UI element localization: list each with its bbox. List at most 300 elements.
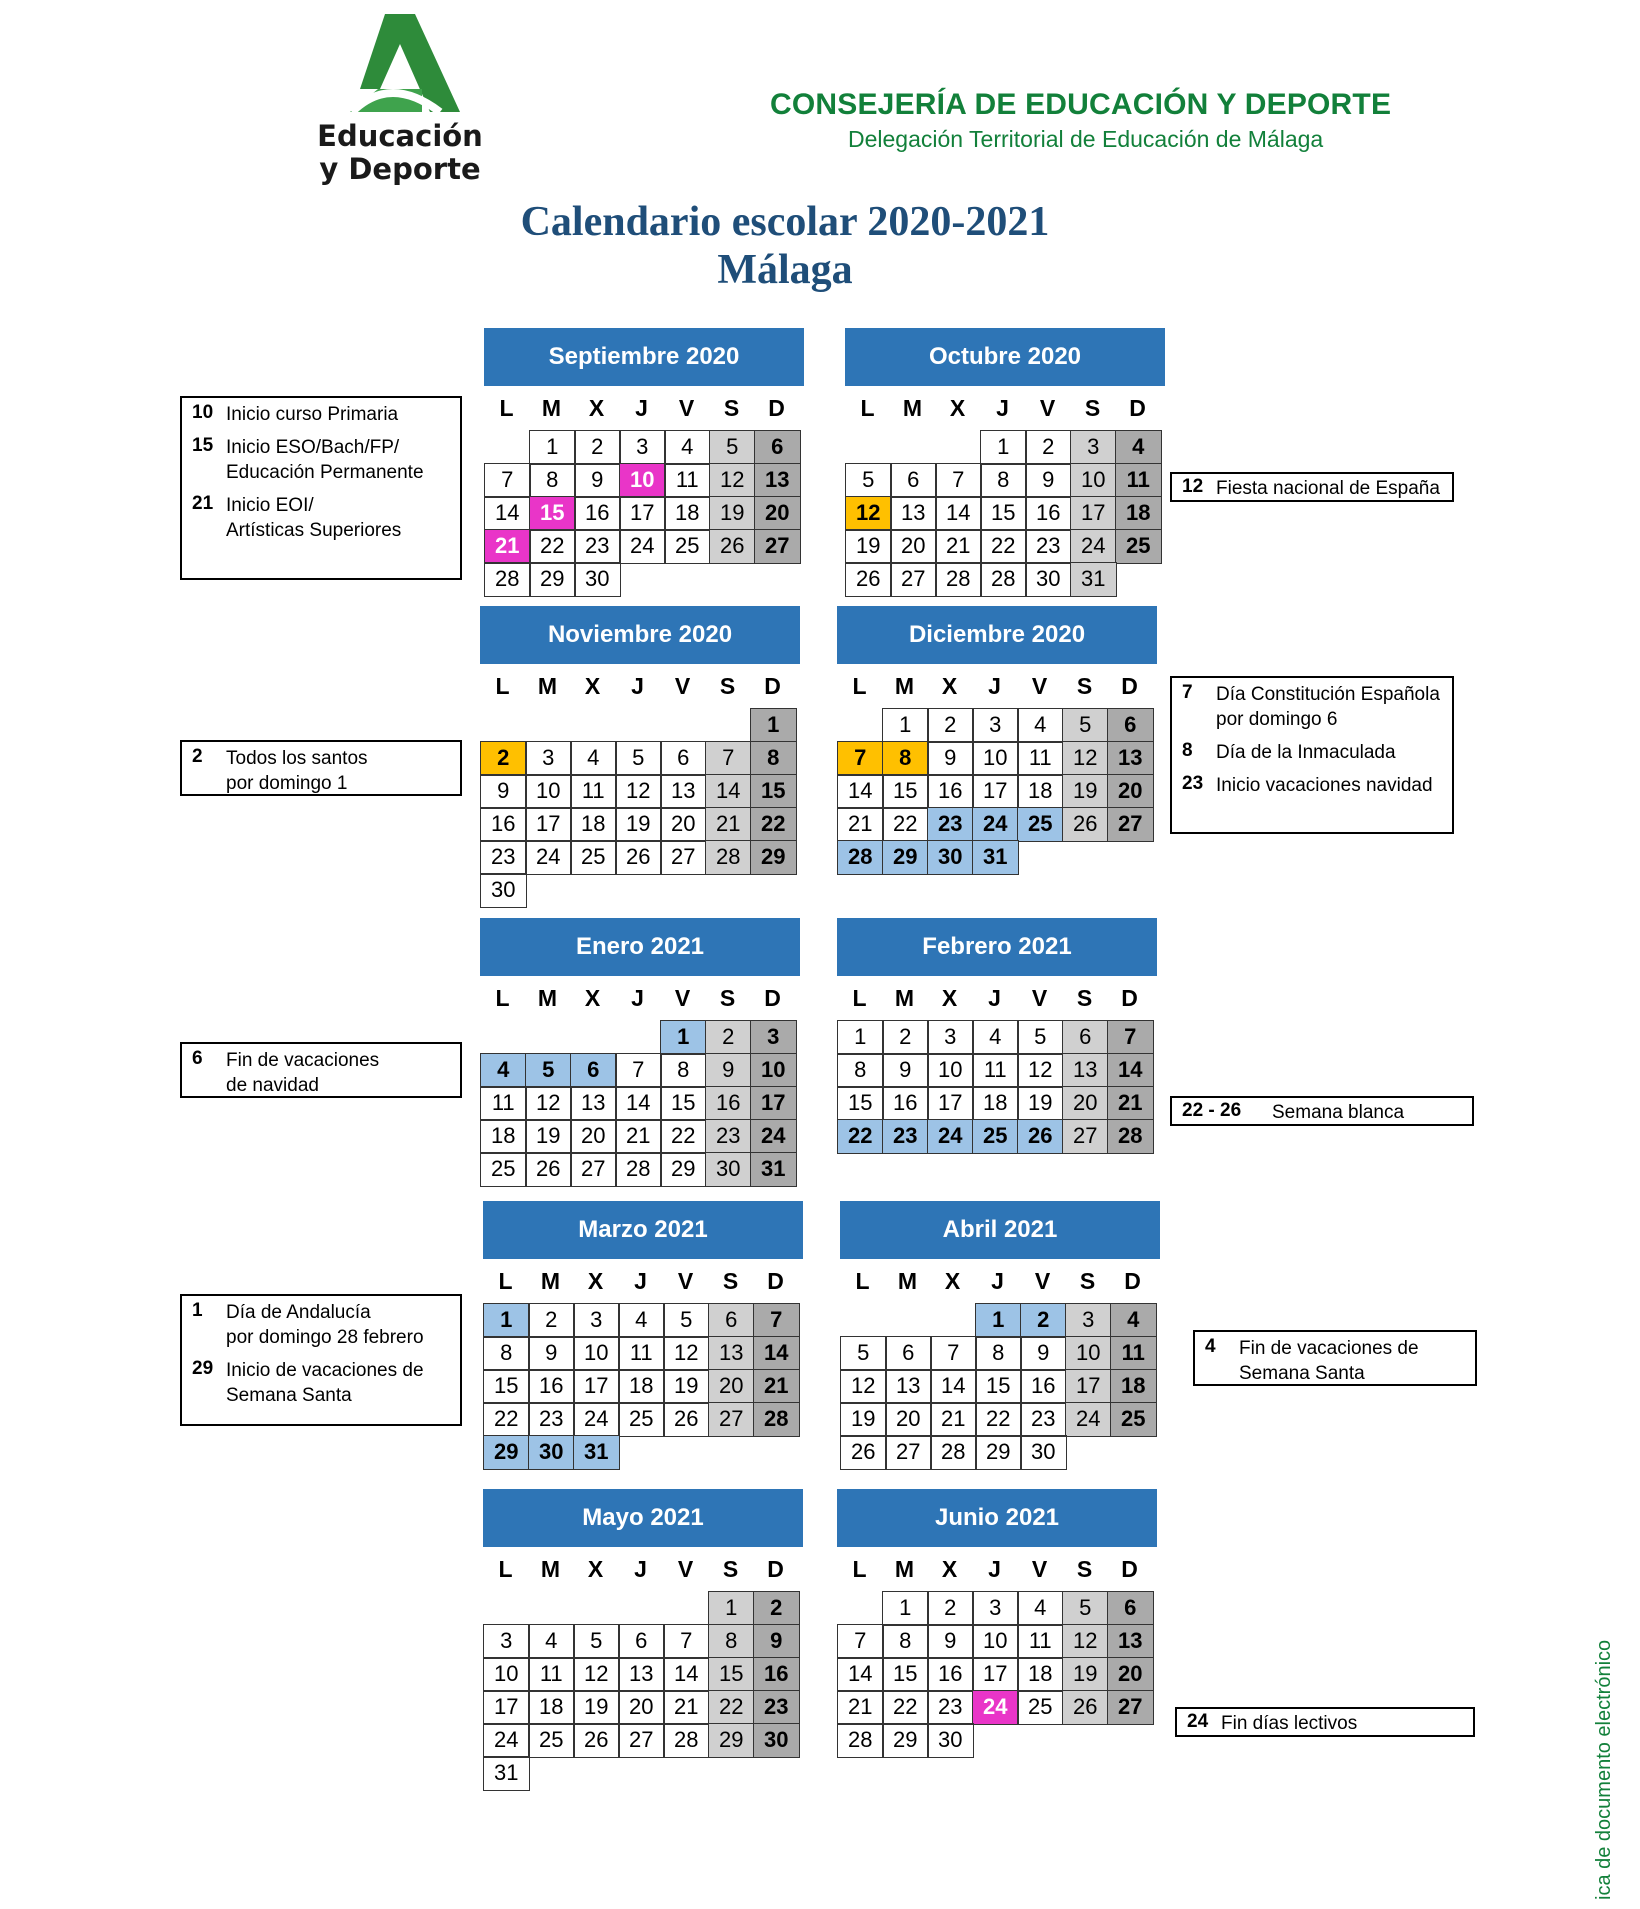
weekday-label: S (719, 984, 736, 1011)
note-day-number: 21 (192, 493, 214, 514)
note-description: Inicio ESO/Bach/FP/ Educación Permanente (226, 437, 424, 483)
day-cell: 12 (663, 1336, 710, 1371)
day-cell: 7 (615, 1053, 662, 1088)
day-cell: 25 (664, 529, 711, 564)
weekday-label: D (764, 672, 781, 699)
day-cell: 18 (664, 496, 711, 531)
weekday-label: J (635, 394, 648, 421)
day-cell: 20 (708, 1369, 755, 1404)
day-cell: 18 (972, 1086, 1019, 1121)
day-cell: 10 (750, 1053, 797, 1088)
day-cell: 23 (705, 1119, 752, 1154)
weekday-label: X (587, 1555, 604, 1582)
day-cell: 9 (1020, 1336, 1067, 1371)
day-cell: 14 (615, 1086, 662, 1121)
weekday-label: M (537, 672, 558, 699)
weekday-label: L (855, 1267, 870, 1294)
empty-day-cell (885, 1303, 932, 1338)
note-day-number: 6 (192, 1048, 203, 1069)
day-cell: 4 (1017, 1591, 1064, 1626)
day-cell: 16 (574, 496, 621, 531)
empty-day-cell (663, 1591, 710, 1626)
day-cell: 6 (1062, 1020, 1109, 1055)
note-noviembre (180, 740, 462, 796)
day-cell: 10 (525, 774, 572, 809)
consejeria-title: CONSEJERÍA DE EDUCACIÓN Y DEPORTE (770, 88, 1392, 121)
day-cell: 22 (837, 1119, 884, 1154)
day-cell: 7 (930, 1336, 977, 1371)
weekday-label: V (677, 1267, 694, 1294)
empty-day-cell (525, 1020, 572, 1055)
weekday-label: L (860, 394, 875, 421)
day-cell: 12 (573, 1657, 620, 1692)
empty-day-cell (615, 708, 662, 743)
day-cell: 10 (619, 463, 666, 498)
day-cell: 19 (525, 1119, 572, 1154)
note-day-number: 7 (1182, 682, 1193, 703)
day-cell: 15 (708, 1657, 755, 1692)
day-cell: 13 (1107, 1624, 1154, 1659)
day-cell: 27 (754, 529, 801, 564)
empty-day-cell (705, 708, 752, 743)
day-cell: 27 (885, 1435, 932, 1470)
day-cell: 25 (1017, 1690, 1064, 1725)
month-abril-2021 (840, 1201, 1160, 1468)
day-cell: 7 (705, 741, 752, 776)
day-cell: 23 (528, 1402, 575, 1437)
day-cell: 24 (1070, 529, 1117, 564)
month-diciembre-2020 (837, 606, 1157, 873)
day-cell: 1 (975, 1303, 1022, 1338)
day-cell: 17 (1070, 496, 1117, 531)
month-enero-2021 (480, 918, 800, 1185)
day-cell: 15 (483, 1369, 530, 1404)
day-grid (837, 1020, 1157, 1152)
weekday-label: M (894, 1555, 915, 1582)
note-item (192, 746, 450, 796)
day-cell: 13 (1107, 741, 1154, 776)
weekday-label: V (674, 672, 691, 699)
empty-day-cell (660, 708, 707, 743)
day-cell: 15 (882, 1657, 929, 1692)
day-cell: 2 (753, 1591, 800, 1626)
day-cell: 29 (529, 562, 576, 597)
month-header: Marzo 2021 (483, 1201, 803, 1259)
day-cell: 18 (1017, 774, 1064, 809)
side-text-label: ica de documento electrónico (1593, 1639, 1615, 1900)
day-cell: 10 (1065, 1336, 1112, 1371)
day-cell: 24 (483, 1723, 530, 1758)
month-octubre-2020 (845, 328, 1165, 595)
note-description: Inicio curso Primaria (226, 404, 399, 425)
day-cell: 6 (1107, 1591, 1154, 1626)
day-cell: 17 (619, 496, 666, 531)
day-cell: 13 (708, 1336, 755, 1371)
day-cell: 4 (570, 741, 617, 776)
day-cell: 13 (1062, 1053, 1109, 1088)
day-cell: 28 (705, 840, 752, 875)
day-cell: 24 (972, 807, 1019, 842)
weekday-row (837, 976, 1157, 1020)
day-cell: 29 (708, 1723, 755, 1758)
day-cell: 22 (708, 1690, 755, 1725)
note-septiembre (180, 396, 462, 580)
day-cell: 12 (525, 1086, 572, 1121)
day-cell: 15 (750, 774, 797, 809)
day-cell: 9 (705, 1053, 752, 1088)
day-cell: 22 (975, 1402, 1022, 1437)
day-cell: 11 (972, 1053, 1019, 1088)
day-cell: 7 (837, 741, 884, 776)
empty-day-cell (483, 1591, 530, 1626)
day-cell: 22 (980, 529, 1027, 564)
day-cell: 1 (708, 1591, 755, 1626)
note-item (192, 1358, 450, 1408)
weekday-label: D (1124, 1267, 1141, 1294)
day-cell: 15 (837, 1086, 884, 1121)
weekday-label: V (1031, 984, 1048, 1011)
day-cell: 15 (660, 1086, 707, 1121)
day-cell: 12 (709, 463, 756, 498)
note-item (1182, 773, 1442, 798)
day-cell: 27 (570, 1152, 617, 1187)
note-junio (1175, 1707, 1475, 1737)
weekday-label: X (941, 984, 958, 1011)
day-cell: 8 (708, 1624, 755, 1659)
day-cell: 3 (972, 708, 1019, 743)
weekday-label: V (1031, 1555, 1048, 1582)
day-cell: 23 (882, 1119, 929, 1154)
day-cell: 18 (570, 807, 617, 842)
day-cell: 15 (980, 496, 1027, 531)
note-description: Fin días lectivos (1221, 1713, 1358, 1734)
day-cell: 28 (930, 1435, 977, 1470)
day-cell: 22 (483, 1402, 530, 1437)
note-item (192, 493, 450, 543)
day-grid (480, 708, 800, 906)
month-septiembre-2020 (484, 328, 804, 595)
note-item (192, 402, 450, 427)
empty-day-cell (837, 708, 884, 743)
day-cell: 12 (840, 1369, 887, 1404)
day-cell: 30 (528, 1435, 575, 1470)
note-description: Inicio EOI/ Artísticas Superiores (226, 495, 402, 541)
weekday-label: S (722, 1555, 739, 1582)
day-cell: 16 (1020, 1369, 1067, 1404)
day-cell: 24 (750, 1119, 797, 1154)
day-cell: 26 (1017, 1119, 1064, 1154)
day-cell: 16 (1025, 496, 1072, 531)
day-cell: 23 (927, 1690, 974, 1725)
day-cell: 25 (1017, 807, 1064, 842)
day-cell: 22 (529, 529, 576, 564)
day-cell: 24 (525, 840, 572, 875)
logo-text-line1: Educación (317, 119, 483, 153)
weekday-label: X (941, 1555, 958, 1582)
day-cell: 7 (663, 1624, 710, 1659)
day-cell: 20 (660, 807, 707, 842)
note-diciembre (1170, 676, 1454, 834)
weekday-label: X (944, 1267, 961, 1294)
day-cell: 21 (930, 1402, 977, 1437)
day-cell: 17 (573, 1369, 620, 1404)
empty-day-cell (480, 708, 527, 743)
note-description: Inicio de vacaciones de Semana Santa (226, 1360, 424, 1406)
day-cell: 25 (618, 1402, 665, 1437)
day-cell: 14 (935, 496, 982, 531)
day-cell: 18 (1110, 1369, 1157, 1404)
day-cell: 17 (972, 1657, 1019, 1692)
day-cell: 5 (525, 1053, 572, 1088)
weekday-label: L (498, 1555, 513, 1582)
note-octubre (1170, 472, 1454, 502)
day-cell: 21 (753, 1369, 800, 1404)
weekday-label: S (723, 394, 740, 421)
day-cell: 28 (484, 562, 531, 597)
note-description: Todos los santos por domingo 1 (226, 748, 368, 794)
day-cell: 3 (619, 430, 666, 465)
weekday-label: X (949, 394, 966, 421)
weekday-label: S (1079, 1267, 1096, 1294)
day-cell: 12 (615, 774, 662, 809)
empty-day-cell (528, 1591, 575, 1626)
day-cell: 13 (570, 1086, 617, 1121)
weekday-label: J (634, 1267, 647, 1294)
note-day-number: 24 (1187, 1711, 1209, 1732)
weekday-label: M (894, 984, 915, 1011)
note-description: Fiesta nacional de España (1216, 478, 1440, 499)
day-cell: 3 (525, 741, 572, 776)
day-cell: 26 (615, 840, 662, 875)
weekday-label: J (988, 984, 1001, 1011)
day-cell: 3 (1070, 430, 1117, 465)
month-header: Septiembre 2020 (484, 328, 804, 386)
page-title (0, 198, 1570, 294)
weekday-label: L (852, 1555, 867, 1582)
day-cell: 15 (975, 1369, 1022, 1404)
day-cell: 5 (709, 430, 756, 465)
weekday-label: L (498, 1267, 513, 1294)
day-cell: 4 (1115, 430, 1162, 465)
month-header: Enero 2021 (480, 918, 800, 976)
weekday-label: D (767, 1267, 784, 1294)
weekday-label: L (852, 984, 867, 1011)
day-cell: 17 (525, 807, 572, 842)
day-cell: 20 (1107, 1657, 1154, 1692)
day-cell: 14 (1107, 1053, 1154, 1088)
day-cell: 30 (574, 562, 621, 597)
weekday-label: L (499, 394, 514, 421)
day-cell: 23 (480, 840, 527, 875)
empty-day-cell (484, 430, 531, 465)
day-cell: 22 (882, 1690, 929, 1725)
day-cell: 28 (837, 840, 884, 875)
day-cell: 7 (484, 463, 531, 498)
day-cell: 3 (972, 1591, 1019, 1626)
day-cell: 10 (483, 1657, 530, 1692)
day-cell: 8 (750, 741, 797, 776)
weekday-label: D (767, 1555, 784, 1582)
note-day-number: 8 (1182, 740, 1193, 761)
empty-day-cell (930, 1303, 977, 1338)
day-cell: 16 (705, 1086, 752, 1121)
day-cell: 4 (528, 1624, 575, 1659)
day-cell: 2 (927, 1591, 974, 1626)
day-cell: 24 (573, 1402, 620, 1437)
day-cell: 31 (573, 1435, 620, 1470)
weekday-label: S (1084, 394, 1101, 421)
weekday-label: J (988, 1555, 1001, 1582)
month-marzo-2021 (483, 1201, 803, 1468)
weekday-row (837, 1547, 1157, 1591)
day-cell: 8 (529, 463, 576, 498)
day-cell: 9 (574, 463, 621, 498)
day-cell: 7 (753, 1303, 800, 1338)
logo-a-mark-icon (330, 14, 470, 114)
day-cell: 16 (927, 774, 974, 809)
day-cell: 20 (570, 1119, 617, 1154)
day-cell: 5 (663, 1303, 710, 1338)
day-cell: 29 (882, 1723, 929, 1758)
day-cell: 29 (660, 1152, 707, 1187)
month-noviembre-2020 (480, 606, 800, 906)
empty-day-cell (890, 430, 937, 465)
weekday-label: L (852, 672, 867, 699)
day-cell: 18 (618, 1369, 665, 1404)
day-cell: 9 (753, 1624, 800, 1659)
day-cell: 19 (663, 1369, 710, 1404)
day-cell: 31 (750, 1152, 797, 1187)
weekday-label: D (764, 984, 781, 1011)
day-cell: 8 (975, 1336, 1022, 1371)
day-cell: 17 (1065, 1369, 1112, 1404)
day-cell: 4 (1017, 708, 1064, 743)
day-cell: 18 (1115, 496, 1162, 531)
weekday-label: V (1031, 672, 1048, 699)
day-cell: 26 (840, 1435, 887, 1470)
day-cell: 29 (483, 1435, 530, 1470)
month-header: Febrero 2021 (837, 918, 1157, 976)
weekday-label: X (588, 394, 605, 421)
day-cell: 2 (1025, 430, 1072, 465)
day-cell: 20 (885, 1402, 932, 1437)
day-cell: 2 (705, 1020, 752, 1055)
day-cell: 4 (972, 1020, 1019, 1055)
day-cell: 25 (570, 840, 617, 875)
note-day-number: 12 (1182, 476, 1204, 497)
weekday-label: M (541, 394, 562, 421)
day-cell: 16 (882, 1086, 929, 1121)
day-cell: 11 (664, 463, 711, 498)
day-cell: 26 (1062, 807, 1109, 842)
day-cell: 14 (484, 496, 531, 531)
weekday-label: S (1076, 672, 1093, 699)
empty-day-cell (840, 1303, 887, 1338)
day-cell: 20 (1107, 774, 1154, 809)
note-description: Fin de vacaciones de navidad (226, 1050, 380, 1096)
day-cell: 8 (483, 1336, 530, 1371)
weekday-row (484, 386, 804, 430)
weekday-label: S (722, 1267, 739, 1294)
note-description: Inicio vacaciones navidad (1216, 775, 1433, 796)
month-header: Diciembre 2020 (837, 606, 1157, 664)
delegacion-subtitle: Delegación Territorial de Educación de Málaga (848, 126, 1324, 152)
day-cell: 30 (480, 873, 527, 908)
weekday-label: X (941, 672, 958, 699)
day-cell: 22 (750, 807, 797, 842)
empty-day-cell (480, 1020, 527, 1055)
month-header: Octubre 2020 (845, 328, 1165, 386)
day-cell: 3 (573, 1303, 620, 1338)
weekday-row (483, 1259, 803, 1303)
day-cell: 21 (935, 529, 982, 564)
day-cell: 27 (1062, 1119, 1109, 1154)
weekday-label: X (587, 1267, 604, 1294)
weekday-label: J (996, 394, 1009, 421)
day-cell: 16 (927, 1657, 974, 1692)
day-cell: 23 (1020, 1402, 1067, 1437)
day-cell: 30 (1020, 1435, 1067, 1470)
day-cell: 26 (663, 1402, 710, 1437)
day-cell: 5 (615, 741, 662, 776)
day-cell: 10 (927, 1053, 974, 1088)
day-cell: 21 (837, 807, 884, 842)
day-cell: 8 (980, 463, 1027, 498)
day-cell: 28 (615, 1152, 662, 1187)
day-cell: 25 (1115, 529, 1162, 564)
month-header: Junio 2021 (837, 1489, 1157, 1547)
day-cell: 5 (840, 1336, 887, 1371)
day-cell: 2 (480, 741, 527, 776)
weekday-label: V (678, 394, 695, 421)
note-item (1182, 476, 1442, 501)
day-cell: 21 (837, 1690, 884, 1725)
day-cell: 10 (972, 741, 1019, 776)
empty-day-cell (573, 1591, 620, 1626)
day-cell: 7 (837, 1624, 884, 1659)
day-cell: 19 (1062, 1657, 1109, 1692)
day-cell: 2 (1020, 1303, 1067, 1338)
empty-day-cell (845, 430, 892, 465)
weekday-label: J (631, 672, 644, 699)
day-cell: 10 (573, 1336, 620, 1371)
note-day-number: 1 (192, 1300, 203, 1321)
day-cell: 3 (750, 1020, 797, 1055)
day-cell: 26 (1062, 1690, 1109, 1725)
day-grid (483, 1303, 803, 1468)
day-cell: 5 (1017, 1020, 1064, 1055)
weekday-label: X (584, 984, 601, 1011)
day-cell: 4 (664, 430, 711, 465)
day-cell: 17 (750, 1086, 797, 1121)
weekday-row (837, 664, 1157, 708)
day-cell: 19 (1017, 1086, 1064, 1121)
weekday-label: S (1076, 984, 1093, 1011)
day-cell: 4 (1110, 1303, 1157, 1338)
note-item (192, 1300, 450, 1350)
day-cell: 13 (885, 1369, 932, 1404)
day-cell: 15 (529, 496, 576, 531)
note-day-number: 29 (192, 1358, 214, 1379)
day-cell: 1 (882, 1591, 929, 1626)
weekday-label: M (537, 984, 558, 1011)
day-cell: 28 (837, 1723, 884, 1758)
day-cell: 18 (480, 1119, 527, 1154)
day-cell: 29 (975, 1435, 1022, 1470)
note-item (192, 1048, 450, 1098)
weekday-label: V (674, 984, 691, 1011)
day-cell: 11 (570, 774, 617, 809)
